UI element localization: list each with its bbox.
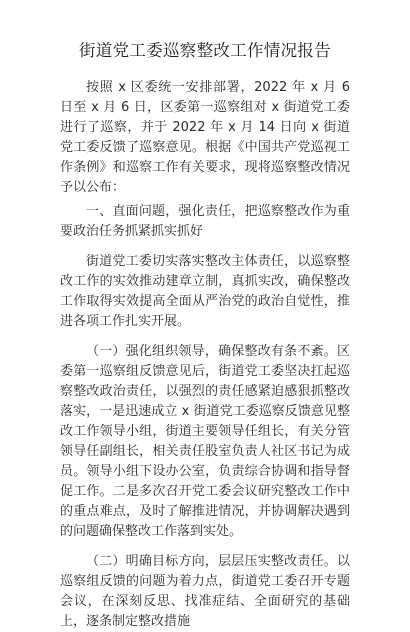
body-paragraph: 街道党工委切实落实整改主体责任，以巡察整改工作的实效推动建章立制，真抓实改，确保整改工作取得实效提高全面从严治党的政治自觉性，推进各项工作扎实开展。: [60, 254, 350, 329]
subsection-1-paragraph: （一）强化组织领导，确保整改有条不紊。区委第一巡察组反馈意见后，街道党工委坚决扛起巡察整改政治责任，以强烈的责任感紧迫感狠抓整改落实，一是迅速成立 x 街道党工委巡察反馈意见整改工作领导小组，街道主要领导任组长，有关分管领导任副组长，相关责任股室负责人社区书记为成员。领导小组下设办公室，负责综合协调和指导督促工作。二是多次召开党工委会议研究整改工作中的重点难点，及时了解推进情况，并协调解决遇到的问题确保整改工作落到实处。: [60, 344, 350, 539]
document-title: 街道党工委巡察整改工作情况报告: [79, 41, 331, 60]
subsection-2-paragraph: （二）明确目标方向，层层压实整改责任。以巡察组反馈的问题为着力点，街道党工委召开专题会议，在深刻反思、找准症结、全面研究的基础上，逐条制定整改措施: [60, 554, 350, 629]
intro-paragraph: 按照 x 区委统一安排部署，2022 年 x 月 6 日至 x 月 6 日，区委第一巡察组对 x 街道党工委进行了巡察，并于 2022 年 x 月 14 日向 x 街道党工委反馈了巡察意见。根据《中国共产党巡视工作条例》和巡察工作有关要求，现将巡察整改情况予以公布：: [60, 80, 350, 195]
document-body: [60, 78, 350, 632]
section-heading-1: 一、直面问题，强化责任，把巡察整改作为重要政治任务抓紧抓实抓好: [60, 204, 350, 239]
